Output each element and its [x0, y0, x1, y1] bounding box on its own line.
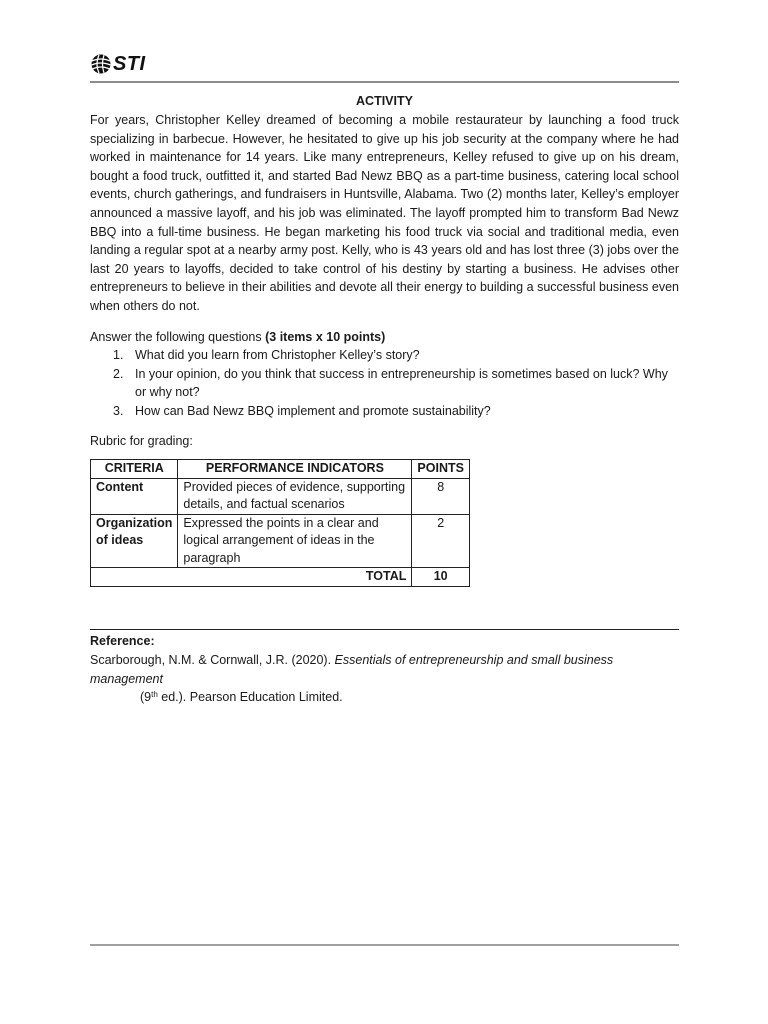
- globe-logo-icon: [90, 53, 112, 75]
- question-item: [90, 402, 679, 421]
- header-divider: [90, 81, 679, 83]
- sti-logo: [90, 50, 146, 78]
- header-criteria: CRITERIA: [91, 460, 178, 479]
- question-text: How can Bad Newz BBQ implement and promote sustainability?: [135, 403, 491, 418]
- criteria-cell: Organization of ideas: [91, 514, 178, 568]
- question-number: 3.: [113, 403, 124, 418]
- rubric-header-row: [91, 460, 470, 479]
- reference-book-title: Essentials of entrepreneurship and small business management: [90, 653, 614, 686]
- footer-divider: [90, 944, 679, 946]
- prompt-points: (3 items x 10 points): [265, 330, 386, 344]
- question-text: What did you learn from Christopher Kelley’s story?: [135, 348, 420, 362]
- question-item: [90, 346, 679, 365]
- total-value: 10: [412, 568, 470, 587]
- questions-prompt: [90, 328, 679, 347]
- question-list: [90, 346, 679, 420]
- indicator-cell: Expressed the points in a clear and logical arrangement of ideas in the paragraph: [178, 514, 412, 568]
- reference-edition-prefix: (9: [140, 690, 152, 704]
- activity-story: For years, Christopher Kelley dreamed of becoming a mobile restaurateur by launching a food truck specializing in barbecue. However, he hesitated to give up his job security at the company where he had worked in maintenance for 14 years. Like many entrepreneurs, Kelley refused to give up on his dream, bought a food truck, outfitted it, and started Bad Newz BBQ as a part-time business, catering local school events, church gatherings, and fundraisers in Huntsville, Alabama. Two (2) months later, Kelley’s employer announced a massive layoff, and his job was eliminated. The layoff prompted him to transform Bad Newz BBQ into a full-time business. He began marketing his food truck via social and traditional media, even landing a regular spot at a nearby army post. Kelly, who is 43 years old and has lost three (3) jobs over the last 20 years to layoffs, decided to take control of his destiny by starting a business. He advises other entrepreneurs to believe in their abilities and devote all their energy to building a successful business even when others do not.: [90, 113, 679, 313]
- prompt-text: Answer the following questions: [90, 330, 266, 344]
- rubric-row: [91, 514, 470, 568]
- reference-edition-sup: th: [151, 690, 158, 699]
- rubric-table: [90, 459, 470, 587]
- activity-title: ACTIVITY: [356, 94, 413, 108]
- reference-divider: [90, 629, 679, 630]
- question-item: [90, 365, 679, 402]
- logo-text: STI: [113, 53, 146, 75]
- rubric-total-row: [91, 568, 470, 587]
- reference-title: Reference:: [90, 634, 155, 648]
- rubric-label: Rubric for grading:: [90, 434, 193, 448]
- reference-publisher: ed.). Pearson Education Limited.: [157, 690, 343, 704]
- points-cell: 8: [412, 478, 470, 514]
- total-label: TOTAL: [91, 568, 412, 587]
- rubric-row: [91, 478, 470, 514]
- question-number: 2.: [113, 366, 124, 381]
- reference-authors: Scarborough, N.M. & Cornwall, J.R. (2020).: [90, 653, 335, 667]
- reference-entry: [90, 651, 685, 707]
- points-cell: 2: [412, 514, 470, 568]
- header-points: POINTS: [412, 460, 470, 479]
- question-number: 1.: [113, 348, 124, 362]
- question-text: In your opinion, do you think that success in entrepreneurship is sometimes based on luck? Why or why not?: [135, 366, 668, 400]
- criteria-cell: Content: [91, 478, 178, 514]
- indicator-cell: Provided pieces of evidence, supporting details, and factual scenarios: [178, 478, 412, 514]
- header-performance-indicators: PERFORMANCE INDICATORS: [178, 460, 412, 479]
